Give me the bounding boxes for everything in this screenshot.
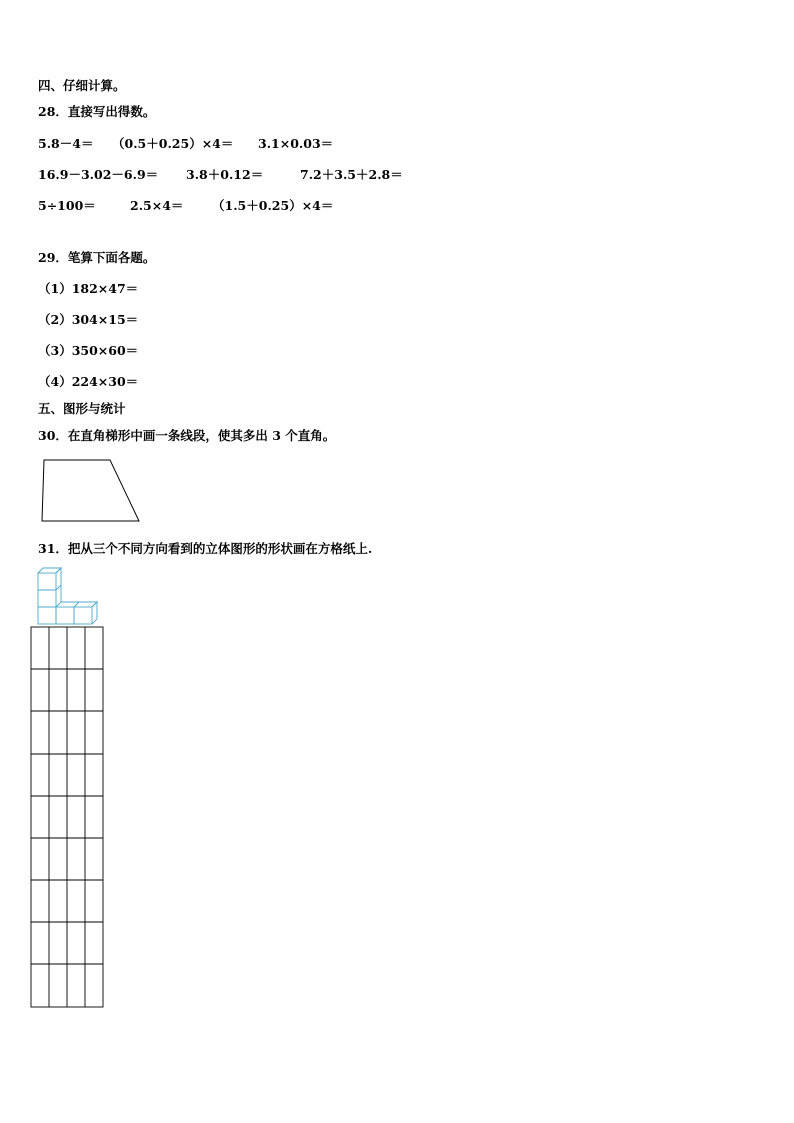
cube-row-top	[56, 602, 97, 607]
q29-title: 29．笔算下面各题。	[38, 250, 156, 265]
q28-expr-2-2: 3.8＋0.12＝	[186, 167, 264, 182]
section-5-title: 五、图形与统计	[38, 401, 126, 416]
q30-title: 30．在直角梯形中画一条线段，使其多出 3 个直角。	[38, 428, 336, 443]
q29-item-3: （3）350×60＝	[38, 343, 139, 358]
q29-item-1: （1）182×47＝	[38, 281, 139, 296]
cube-column-side	[56, 568, 61, 602]
q31-title: 31．把从三个不同方向看到的立体图形的形状画在方格纸上.	[38, 541, 373, 556]
q29-item-2: （2）304×15＝	[38, 312, 139, 327]
cube-front-top	[38, 573, 56, 590]
cube-front-bottom-3	[74, 607, 92, 624]
trapezoid-shape	[42, 460, 139, 521]
q28-expr-3-3: （1.5＋0.25）×4＝	[212, 198, 334, 213]
cube-top-face	[38, 568, 61, 573]
q28-expr-2-1: 16.9－3.02－6.9＝	[38, 167, 159, 182]
q28-expr-1-1: 5.8－4＝	[38, 136, 94, 151]
cube-row-side	[92, 602, 97, 624]
cube-front-bottom-1	[38, 607, 56, 624]
q28-expr-3-1: 5÷100＝	[38, 198, 96, 213]
q29-item-4: （4）224×30＝	[38, 374, 139, 389]
q28-expr-2-3: 7.2＋3.5＋2.8＝	[300, 167, 403, 182]
q28-title: 28．直接写出得数。	[38, 104, 156, 119]
cube-front-middle	[38, 590, 56, 607]
q28-expr-1-2: （0.5＋0.25）×4＝	[112, 136, 234, 151]
q28-expr-3-2: 2.5×4＝	[130, 198, 184, 213]
section-4-title: 四、仔细计算。	[38, 78, 126, 93]
q28-expr-1-3: 3.1×0.03＝	[258, 136, 334, 151]
grid-border	[31, 627, 103, 1007]
cube-front-bottom-2	[56, 607, 74, 624]
